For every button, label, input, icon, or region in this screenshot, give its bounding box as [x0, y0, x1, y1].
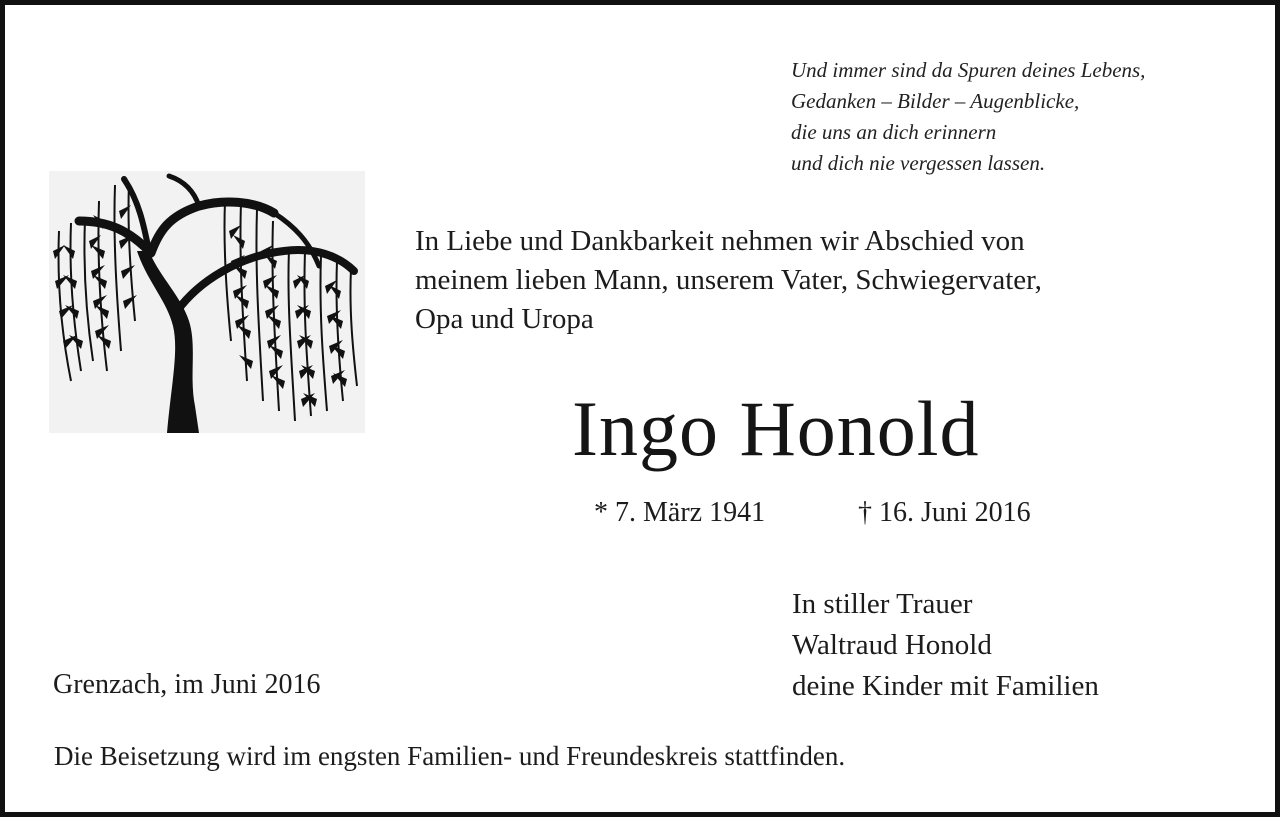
farewell-text	[415, 222, 1042, 339]
mourners-line: In stiller Trauer	[792, 588, 973, 620]
deceased-name: Ingo Honold	[572, 385, 980, 472]
farewell-line: meinem lieben Mann, unserem Vater, Schwiegervater,	[415, 264, 1042, 296]
death-date: † 16. Juni 2016	[858, 497, 1031, 528]
mourners-line: Waltraud Honold	[792, 629, 992, 661]
birth-date: * 7. März 1941	[594, 497, 766, 528]
place-and-date: Grenzach, im Juni 2016	[53, 669, 321, 700]
weeping-willow-tree-icon	[49, 171, 365, 433]
farewell-line: In Liebe und Dankbarkeit nehmen wir Abschied von	[415, 225, 1025, 257]
poem-line: und dich nie vergessen lassen.	[791, 151, 1046, 175]
weeping-willow-tree-icon-svg	[49, 171, 365, 433]
poem-line: Gedanken – Bilder – Augenblicke,	[791, 89, 1080, 113]
mourners-line: deine Kinder mit Familien	[792, 670, 1099, 702]
memorial-poem	[791, 55, 1145, 179]
mourners-signature	[792, 584, 1099, 707]
poem-line: die uns an dich erinnern	[791, 120, 997, 144]
poem-line: Und immer sind da Spuren deines Lebens,	[791, 58, 1146, 82]
funeral-notice: Die Beisetzung wird im engsten Familien- und Freundeskreis stattfinden.	[54, 741, 846, 771]
farewell-line: Opa und Uropa	[415, 303, 594, 335]
